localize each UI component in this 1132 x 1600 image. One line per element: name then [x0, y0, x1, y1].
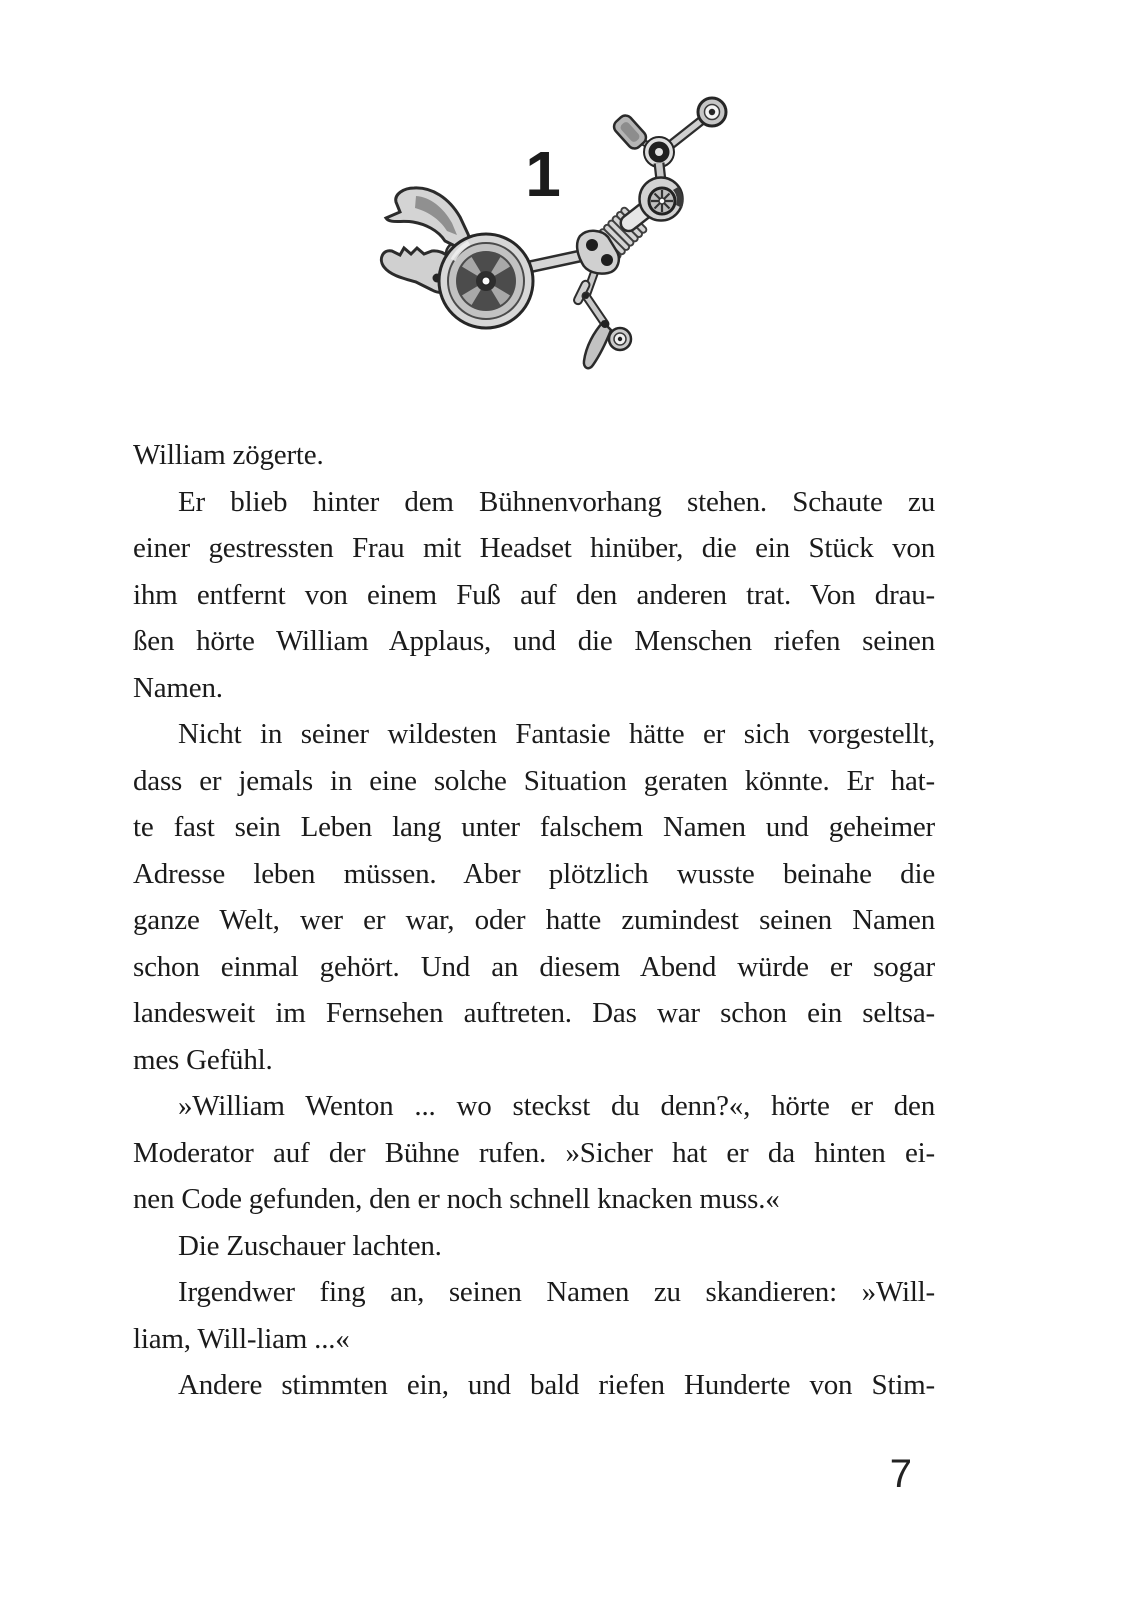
body-text [133, 432, 935, 1409]
text-line: Moderator auf der Bühne rufen. »Sicher hat er da hinten ei- [133, 1136, 935, 1169]
text-line: mes Gefühl. [133, 1043, 273, 1076]
text-line: dass er jemals in eine solche Situation geraten könnte. Er hat- [133, 764, 935, 797]
text-line: landesweit im Fernsehen auftreten. Das war schon ein seltsa- [133, 997, 935, 1029]
text-line: Namen. [133, 671, 223, 704]
text-line: nen Code gefunden, den er noch schnell knacken muss.« [133, 1183, 780, 1215]
text-line: Die Zuschauer lachten. [178, 1229, 442, 1262]
text-line: Andere stimmten ein, und bald riefen Hunderte von Stim- [178, 1369, 935, 1401]
robot-arm-illustration [358, 84, 738, 384]
text-line: »William Wenton ... wo steckst du denn?«, hörte er den [178, 1090, 935, 1122]
text-line: liam, Will-liam ...« [133, 1322, 350, 1355]
text-line: ßen hörte William Applaus, und die Menschen riefen seinen [133, 625, 935, 657]
text-line: Nicht in seiner wildesten Fantasie hätte er sich vorgestellt, [178, 718, 935, 750]
text-line: Irgendwer fing an, seinen Namen zu skandieren: »Will- [178, 1276, 935, 1308]
page-number: 7 [889, 1452, 912, 1496]
text-line: Adresse leben müssen. Aber plötzlich wusste beinahe die [133, 857, 935, 890]
chapter-number: 1 [525, 138, 559, 210]
text-line: William zögerte. [133, 439, 324, 471]
text-line: te fast sein Leben lang unter falschem Namen und geheimer [133, 811, 935, 843]
text-line: Er blieb hinter dem Bühnenvorhang stehen. Schaute zu [178, 485, 935, 518]
text-line: schon einmal gehört. Und an diesem Abend würde er sogar [133, 950, 935, 983]
text-line: ganze Welt, wer er war, oder hatte zumindest seinen Namen [133, 904, 935, 936]
text-line: ihm entfernt von einem Fuß auf den anderen trat. Von drau- [133, 578, 935, 611]
text-line: einer gestressten Frau mit Headset hinüber, die ein Stück von [133, 532, 935, 564]
